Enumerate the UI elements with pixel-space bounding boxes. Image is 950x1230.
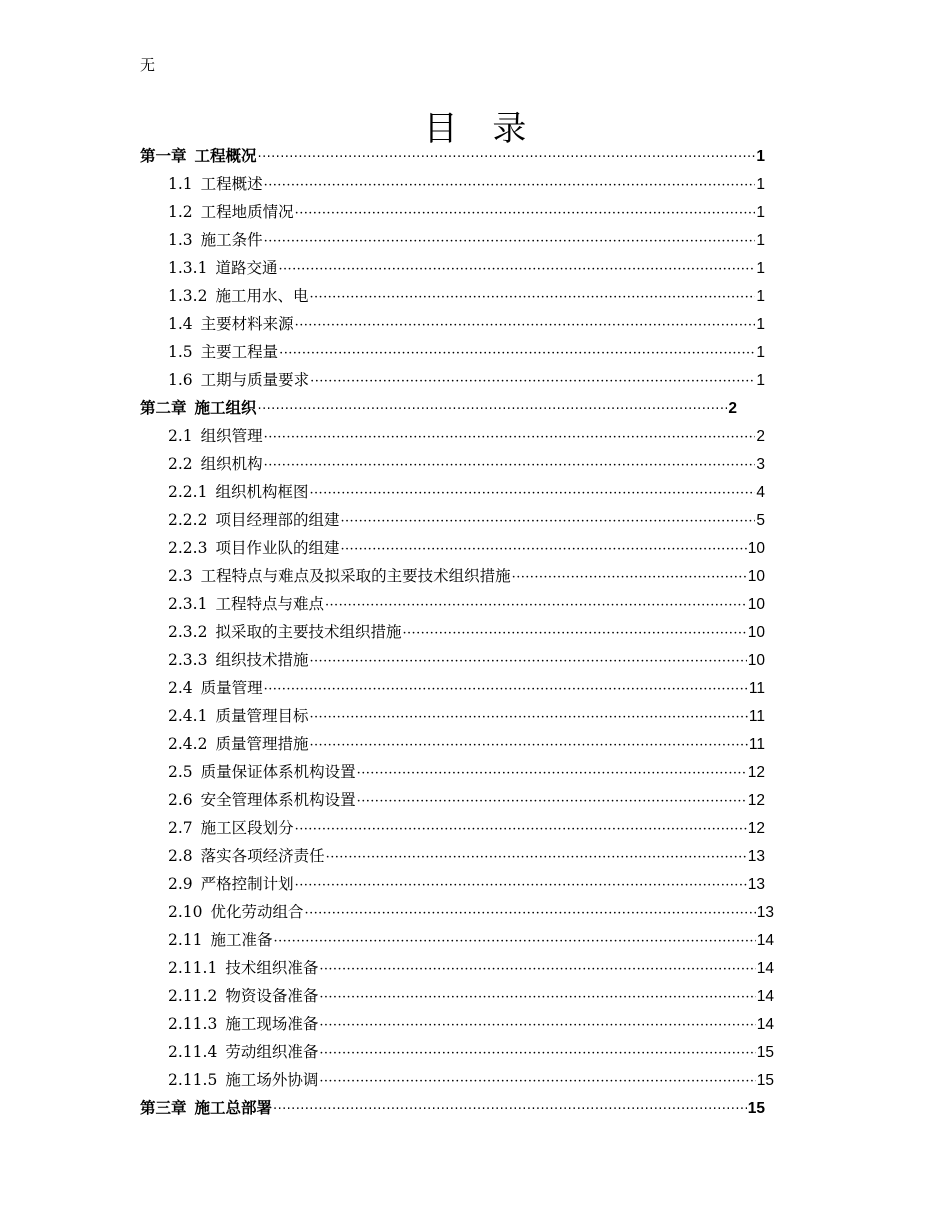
toc-entry[interactable] [168, 198, 765, 226]
toc-entry-label: 项目经理部的组建 [215, 511, 340, 529]
toc-dot-leader [295, 312, 756, 340]
toc-dot-leader [326, 844, 747, 872]
toc-entry-page-number: 14 [756, 932, 774, 949]
toc-entry[interactable] [168, 702, 765, 730]
toc-entry-page-number: 11 [748, 736, 765, 753]
toc-entry-label: 施工组织 [194, 399, 257, 417]
toc-entry-page-number: 15 [756, 1072, 774, 1089]
toc-dot-leader [325, 592, 747, 620]
toc-entry-label: 工程概述 [200, 175, 263, 193]
toc-entry-page-number: 11 [748, 680, 765, 697]
toc-entry-number: 2.10 [168, 903, 203, 921]
toc-entry-number: 2.8 [168, 847, 193, 865]
toc-entry-page-number: 3 [756, 456, 765, 473]
toc-entry-label: 施工区段划分 [200, 819, 294, 837]
toc-dot-leader [295, 872, 747, 900]
toc-dot-leader [309, 480, 755, 508]
toc-entry[interactable] [168, 1038, 774, 1066]
toc-entry-label: 质量管理 [200, 679, 263, 697]
toc-dot-leader [278, 256, 755, 284]
toc-dot-leader [357, 760, 747, 788]
toc-entry-number: 2.11.5 [168, 1071, 218, 1089]
toc-entry-number: 2.5 [168, 763, 193, 781]
toc-entry[interactable] [168, 562, 765, 590]
toc-entry[interactable] [168, 926, 774, 954]
toc-entry-page-number: 1 [756, 260, 765, 277]
toc-entry-page-number: 15 [756, 1044, 774, 1061]
toc-entry[interactable] [168, 674, 765, 702]
toc-dot-leader [274, 928, 756, 956]
toc-entry-page-number: 1 [756, 288, 765, 305]
toc-entry-page-number: 14 [756, 988, 774, 1005]
toc-entry-number: 2.3.1 [168, 595, 208, 613]
toc-entry-page-number: 2 [728, 400, 737, 417]
toc-dot-leader [319, 1068, 755, 1096]
toc-entry-number: 2.11 [168, 931, 203, 949]
toc-entry-page-number: 12 [747, 764, 765, 781]
toc-entry-number: 2.4.1 [168, 707, 208, 725]
toc-entry-number: 2.2.3 [168, 539, 208, 557]
toc-entry[interactable] [168, 982, 774, 1010]
toc-entry[interactable] [168, 814, 765, 842]
toc-entry[interactable] [168, 730, 765, 758]
toc-dot-leader [264, 452, 756, 480]
toc-entry-label: 主要工程量 [200, 343, 279, 361]
toc-entry[interactable] [168, 338, 765, 366]
toc-entry-number: 2.2.2 [168, 511, 208, 529]
toc-entry-page-number: 2 [756, 428, 765, 445]
toc-entry-page-number: 10 [747, 596, 765, 613]
toc-entry-number: 2.3.2 [168, 623, 208, 641]
toc-entry-number: 1.1 [168, 175, 193, 193]
toc-entry-label: 施工场外协调 [225, 1071, 319, 1089]
toc-entry-page-number: 13 [747, 848, 765, 865]
toc-entry[interactable] [140, 1094, 765, 1122]
toc-entry-label: 施工条件 [200, 231, 263, 249]
toc-entry[interactable] [168, 450, 765, 478]
toc-entry-number: 1.5 [168, 343, 193, 361]
toc-entry[interactable] [168, 898, 774, 926]
toc-entry-label: 组织机构 [200, 455, 263, 473]
toc-entry-label: 质量管理措施 [215, 735, 309, 753]
toc-entry-label: 施工用水、电 [215, 287, 309, 305]
toc-entry-page-number: 1 [756, 148, 765, 165]
toc-entry-number: 2.11.1 [168, 959, 218, 977]
toc-dot-leader [512, 564, 747, 592]
toc-dot-leader [319, 956, 755, 984]
toc-entry[interactable] [168, 1066, 774, 1094]
toc-entry-label: 组织机构框图 [215, 483, 309, 501]
toc-entry-page-number: 12 [747, 820, 765, 837]
toc-dot-leader [340, 536, 746, 564]
toc-entry[interactable] [168, 618, 765, 646]
toc-entry-label: 施工总部署 [194, 1099, 273, 1117]
toc-entry-page-number: 13 [747, 876, 765, 893]
toc-entry-number: 1.3.2 [168, 287, 208, 305]
toc-entry-number: 2.2.1 [168, 483, 208, 501]
toc-entry-number: 2.1 [168, 427, 193, 445]
toc-entry-page-number: 14 [756, 1016, 774, 1033]
toc-entry[interactable] [168, 506, 765, 534]
toc-title: 目 录 [423, 109, 539, 149]
toc-dot-leader [319, 1012, 755, 1040]
toc-entry[interactable] [168, 254, 765, 282]
toc-entry-label: 质量保证体系机构设置 [200, 763, 356, 781]
toc-entry-number: 1.6 [168, 371, 193, 389]
toc-entry-label: 组织管理 [200, 427, 263, 445]
toc-entry[interactable] [168, 534, 765, 562]
toc-entry-number: 2.11.2 [168, 987, 218, 1005]
toc-entry[interactable] [168, 842, 765, 870]
toc-entry-number: 第一章 [140, 147, 187, 165]
toc-entry-label: 工期与质量要求 [200, 371, 310, 389]
toc-dot-leader [258, 144, 756, 172]
toc-entry-label: 主要材料来源 [200, 315, 294, 333]
toc-entry[interactable] [168, 282, 765, 310]
toc-entry[interactable] [168, 590, 765, 618]
toc-entry-label: 施工准备 [210, 931, 273, 949]
toc-dot-leader [295, 200, 756, 228]
toc-dot-leader [273, 1096, 747, 1124]
toc-entry-page-number: 1 [756, 372, 765, 389]
toc-entry[interactable] [168, 646, 765, 674]
toc-entry-label: 施工现场准备 [225, 1015, 319, 1033]
toc-entry[interactable] [168, 870, 765, 898]
toc-entry-page-number: 10 [747, 624, 765, 641]
toc-dot-leader [309, 648, 746, 676]
toc-entry-label: 物资设备准备 [225, 987, 319, 1005]
toc-entry-number: 1.4 [168, 315, 193, 333]
toc-dot-leader [258, 396, 728, 424]
toc-entry-label: 落实各项经济责任 [200, 847, 325, 865]
toc-entry-number: 2.4 [168, 679, 193, 697]
toc-entry-label: 严格控制计划 [200, 875, 294, 893]
toc-entry[interactable] [168, 786, 765, 814]
toc-entry[interactable] [168, 478, 765, 506]
toc-entry[interactable] [168, 954, 774, 982]
toc-entry-page-number: 10 [747, 652, 765, 669]
toc-dot-leader [319, 1040, 755, 1068]
toc-entry-label: 工程特点与难点及拟采取的主要技术组织措施 [200, 567, 511, 585]
toc-entry-page-number: 15 [747, 1100, 765, 1117]
toc-dot-leader [310, 368, 755, 396]
toc-entry-number: 2.11.3 [168, 1015, 218, 1033]
toc-dot-leader [264, 228, 756, 256]
toc-entry-label: 劳动组织准备 [225, 1043, 319, 1061]
toc-entry[interactable] [168, 1010, 774, 1038]
toc-entry-label: 工程概况 [194, 147, 257, 165]
toc-entry-page-number: 1 [756, 344, 765, 361]
toc-entry-number: 1.3 [168, 231, 193, 249]
toc-entry[interactable] [168, 758, 765, 786]
toc-entry-label: 质量管理目标 [215, 707, 309, 725]
toc-dot-leader [309, 704, 747, 732]
toc-entry-page-number: 5 [756, 512, 765, 529]
toc-entry[interactable] [168, 226, 765, 254]
toc-dot-leader [264, 172, 756, 200]
toc-entry-number: 1.3.1 [168, 259, 208, 277]
toc-entry-label: 拟采取的主要技术组织措施 [215, 623, 402, 641]
toc-entry[interactable] [140, 142, 765, 170]
toc-entry-label: 工程地质情况 [200, 203, 294, 221]
toc-dot-leader [340, 508, 755, 536]
toc-dot-leader [357, 788, 747, 816]
toc-entry-label: 组织技术措施 [215, 651, 309, 669]
toc-entry-page-number: 1 [756, 204, 765, 221]
toc-entry-label: 优化劳动组合 [210, 903, 304, 921]
toc-entry-number: 2.2 [168, 455, 193, 473]
toc-dot-leader [279, 340, 755, 368]
toc-entry-number: 第二章 [140, 399, 187, 417]
toc-dot-leader [295, 816, 747, 844]
toc-entry-page-number: 4 [756, 484, 765, 501]
toc-entry[interactable] [168, 422, 765, 450]
toc-dot-leader [305, 900, 756, 928]
toc-entry-number: 2.3.3 [168, 651, 208, 669]
toc-entry[interactable] [168, 366, 765, 394]
toc-entry-number: 2.9 [168, 875, 193, 893]
toc-dot-leader [402, 620, 746, 648]
toc-entry-label: 技术组织准备 [225, 959, 319, 977]
toc-entry-label: 安全管理体系机构设置 [200, 791, 356, 809]
toc-dot-leader [319, 984, 755, 1012]
toc-entry[interactable] [168, 170, 765, 198]
toc-dot-leader [309, 732, 747, 760]
page-header-text: 无 [140, 56, 156, 74]
toc-entry-page-number: 1 [756, 316, 765, 333]
toc-entry-number: 2.6 [168, 791, 193, 809]
toc-entry-page-number: 1 [756, 176, 765, 193]
toc-entry-label: 道路交通 [215, 259, 278, 277]
toc-entry[interactable] [140, 394, 737, 422]
toc-entry-page-number: 10 [747, 568, 765, 585]
toc-dot-leader [264, 424, 756, 452]
toc-entry-number: 2.7 [168, 819, 193, 837]
toc-entry-page-number: 13 [756, 904, 774, 921]
toc-entry-label: 工程特点与难点 [215, 595, 324, 613]
toc-entry-page-number: 10 [747, 540, 765, 557]
toc-dot-leader [309, 284, 755, 312]
toc-entry-label: 项目作业队的组建 [215, 539, 340, 557]
toc-entry-number: 第三章 [140, 1099, 187, 1117]
toc-entry-number: 2.3 [168, 567, 193, 585]
toc-entry[interactable] [168, 310, 765, 338]
toc-entry-page-number: 14 [756, 960, 774, 977]
toc-entry-page-number: 12 [747, 792, 765, 809]
toc-entry-number: 2.11.4 [168, 1043, 218, 1061]
toc-dot-leader [264, 676, 748, 704]
toc-entry-number: 2.4.2 [168, 735, 208, 753]
toc-entry-page-number: 11 [748, 708, 765, 725]
toc-entry-page-number: 1 [756, 232, 765, 249]
toc-entry-number: 1.2 [168, 203, 193, 221]
